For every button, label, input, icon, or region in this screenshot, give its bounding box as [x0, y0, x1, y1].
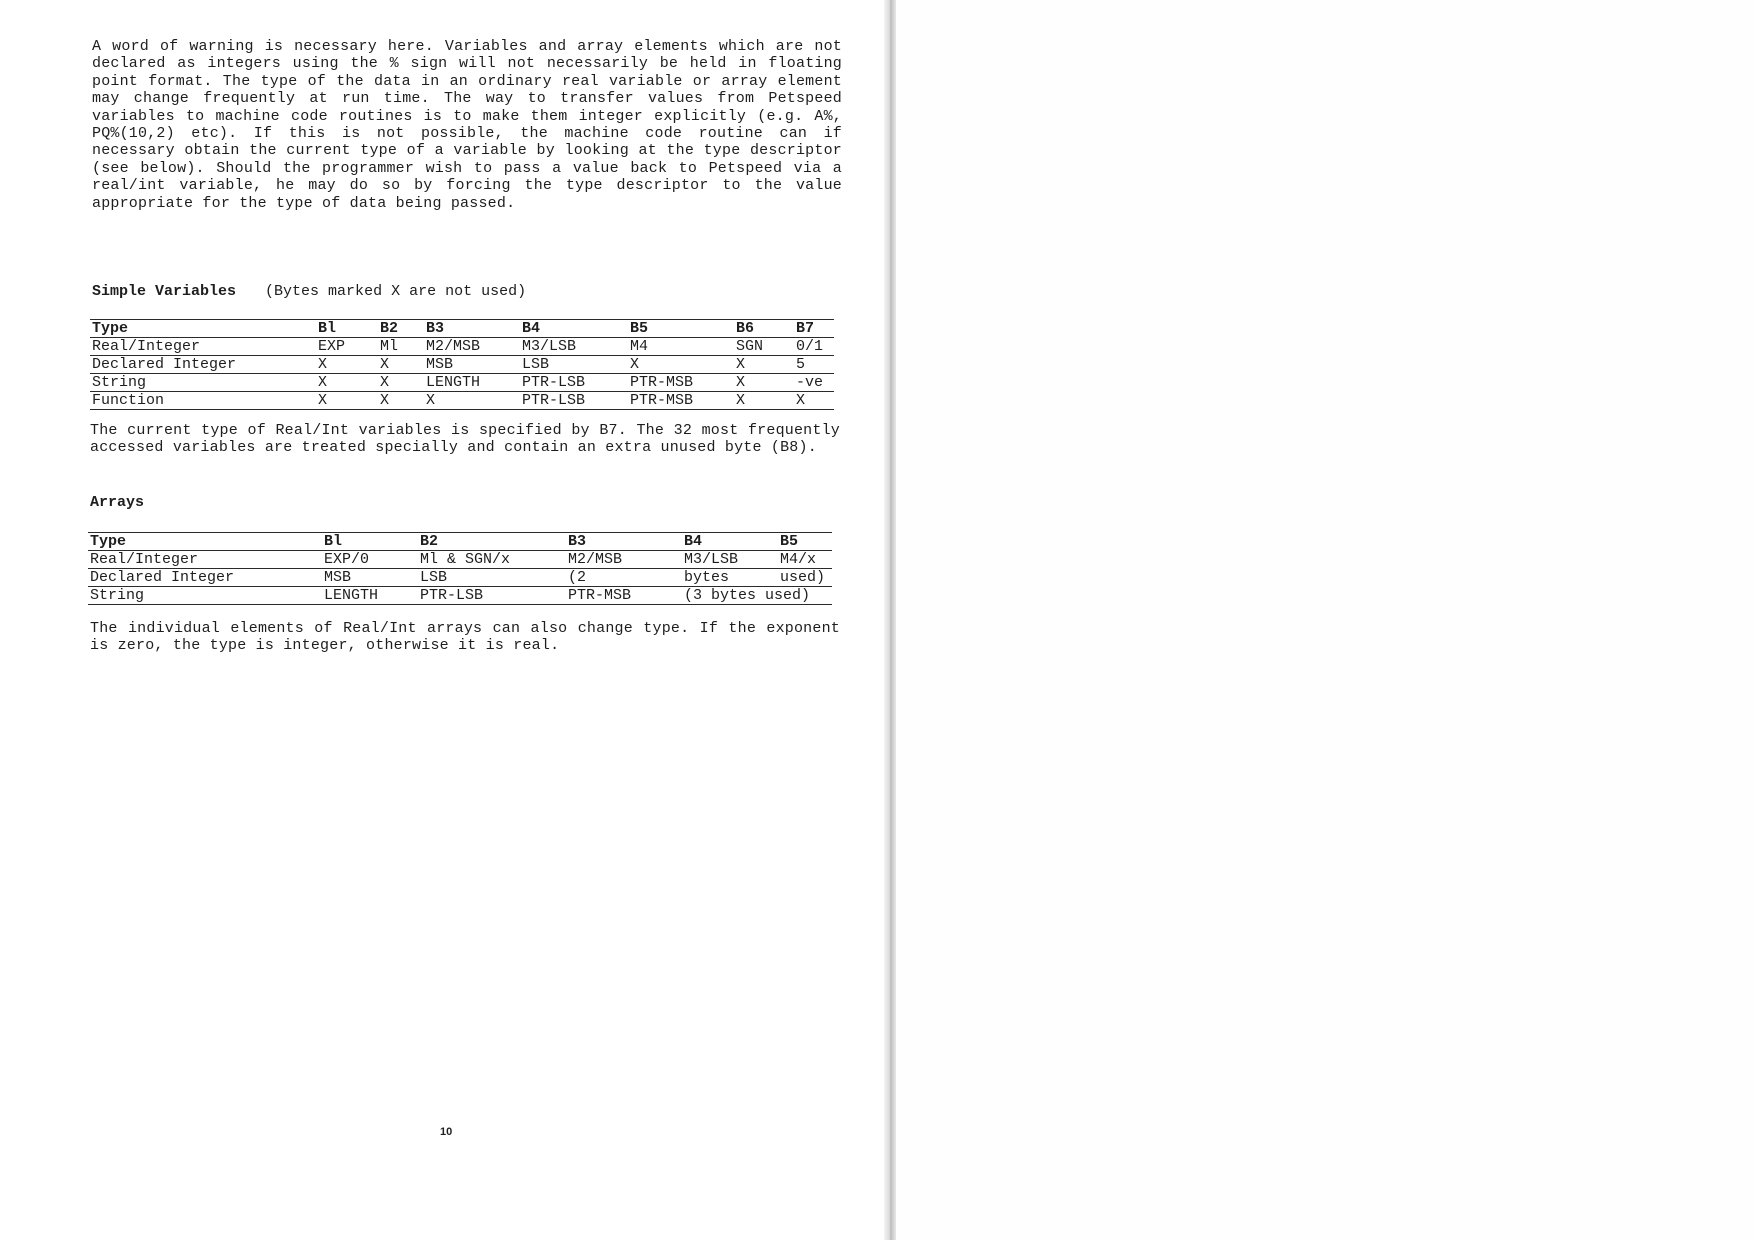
- table-cell: Declared Integer: [88, 569, 322, 587]
- table-cell: M2/MSB: [424, 338, 520, 356]
- table-cell: X: [734, 356, 794, 374]
- header-cell-b1: Bl: [322, 533, 418, 551]
- header-cell-b1: Bl: [316, 320, 378, 338]
- warning-paragraph: A word of warning is necessary here. Variables and array elements which are not declared as integers using the % sign will not necessarily be held in floating point format. The type of the data in an ordinary real variable or array element may change frequently at run time. The way to transfer values from Petspeed variables to machine code routines is to make them integer explicitly (e.g. A%, PQ%(10,2) etc). If this is not possible, the machine code routine can if necessary obtain the current type of a variable by looking at the type descriptor (see below). Should the programmer wish to pass a value back to Petspeed via a real/int variable, he may do so by forcing the type descriptor to the value appropriate for the type of data being passed.: [92, 38, 842, 212]
- header-cell-b6: B6: [734, 320, 794, 338]
- table-cell: X: [316, 392, 378, 410]
- table-cell: LSB: [418, 569, 566, 587]
- table-cell: String: [90, 374, 316, 392]
- header-cell-b2: B2: [418, 533, 566, 551]
- array-elements-paragraph: The individual elements of Real/Int arrays can also change type. If the exponent is zero, the type is integer, otherwise it is real.: [90, 620, 840, 655]
- table-header-row: [90, 320, 834, 338]
- table-cell: X: [378, 356, 424, 374]
- header-cell-b7: B7: [794, 320, 834, 338]
- table-cell: PTR-LSB: [520, 392, 628, 410]
- table-cell: (3 bytes used): [682, 587, 832, 605]
- table-cell: 0/1: [794, 338, 834, 356]
- table-cell: M3/LSB: [520, 338, 628, 356]
- table-cell: EXP: [316, 338, 378, 356]
- table-cell: X: [378, 392, 424, 410]
- table-cell: X: [734, 392, 794, 410]
- table-cell: M4: [628, 338, 734, 356]
- table-cell: X: [378, 374, 424, 392]
- table-cell: X: [628, 356, 734, 374]
- table-cell: LENGTH: [424, 374, 520, 392]
- table-cell: X: [734, 374, 794, 392]
- simple-variables-heading: Simple Variables: [92, 283, 237, 300]
- header-cell-b3: B3: [424, 320, 520, 338]
- real-int-paragraph: The current type of Real/Int variables is specified by B7. The 32 most frequently accessed variables are treated specially and contain an extra unused byte (B8).: [90, 422, 840, 457]
- table-cell: M4/x: [778, 551, 832, 569]
- table-cell: PTR-LSB: [418, 587, 566, 605]
- header-cell-b5: B5: [778, 533, 832, 551]
- header-cell-b4: B4: [682, 533, 778, 551]
- table-cell: PTR-LSB: [520, 374, 628, 392]
- header-cell-b5: B5: [628, 320, 734, 338]
- table-cell: PTR-MSB: [628, 392, 734, 410]
- arrays-heading: Arrays: [90, 494, 145, 511]
- book-gutter: [884, 0, 896, 1240]
- table-cell: used): [778, 569, 832, 587]
- table-cell: PTR-MSB: [628, 374, 734, 392]
- table-cell: M3/LSB: [682, 551, 778, 569]
- simple-variables-heading-row: [92, 283, 526, 300]
- table-cell: PTR-MSB: [566, 587, 682, 605]
- table-cell: Real/Integer: [88, 551, 322, 569]
- table-cell: MSB: [322, 569, 418, 587]
- table-row: [88, 587, 832, 605]
- table-header-row: [88, 533, 832, 551]
- header-cell-b4: B4: [520, 320, 628, 338]
- table-cell: X: [424, 392, 520, 410]
- table-cell: MSB: [424, 356, 520, 374]
- table-cell: Declared Integer: [90, 356, 316, 374]
- table-cell: LSB: [520, 356, 628, 374]
- table-cell: -ve: [794, 374, 834, 392]
- table-cell: LENGTH: [322, 587, 418, 605]
- table-cell: X: [316, 374, 378, 392]
- header-cell-type: Type: [90, 320, 316, 338]
- page-number: 10: [440, 1126, 453, 1138]
- table-row: [88, 551, 832, 569]
- simple-variables-table: [90, 319, 834, 410]
- table-cell: Ml: [378, 338, 424, 356]
- right-page-blank: [896, 0, 1754, 1240]
- table-cell: bytes: [682, 569, 778, 587]
- header-cell-b2: B2: [378, 320, 424, 338]
- table-cell: Real/Integer: [90, 338, 316, 356]
- table-cell: X: [794, 392, 834, 410]
- header-cell-b3: B3: [566, 533, 682, 551]
- simple-variables-note: (Bytes marked X are not used): [265, 283, 527, 300]
- header-cell-type: Type: [88, 533, 322, 551]
- table-cell: SGN: [734, 338, 794, 356]
- arrays-table: [88, 532, 832, 605]
- table-row: [90, 338, 834, 356]
- table-cell: 5: [794, 356, 834, 374]
- table-row: [90, 374, 834, 392]
- table-cell: Function: [90, 392, 316, 410]
- table-cell: String: [88, 587, 322, 605]
- table-row: [90, 356, 834, 374]
- table-cell: X: [316, 356, 378, 374]
- table-row: [90, 392, 834, 410]
- table-cell: M2/MSB: [566, 551, 682, 569]
- table-cell: EXP/0: [322, 551, 418, 569]
- table-cell: (2: [566, 569, 682, 587]
- table-cell: Ml & SGN/x: [418, 551, 566, 569]
- table-row: [88, 569, 832, 587]
